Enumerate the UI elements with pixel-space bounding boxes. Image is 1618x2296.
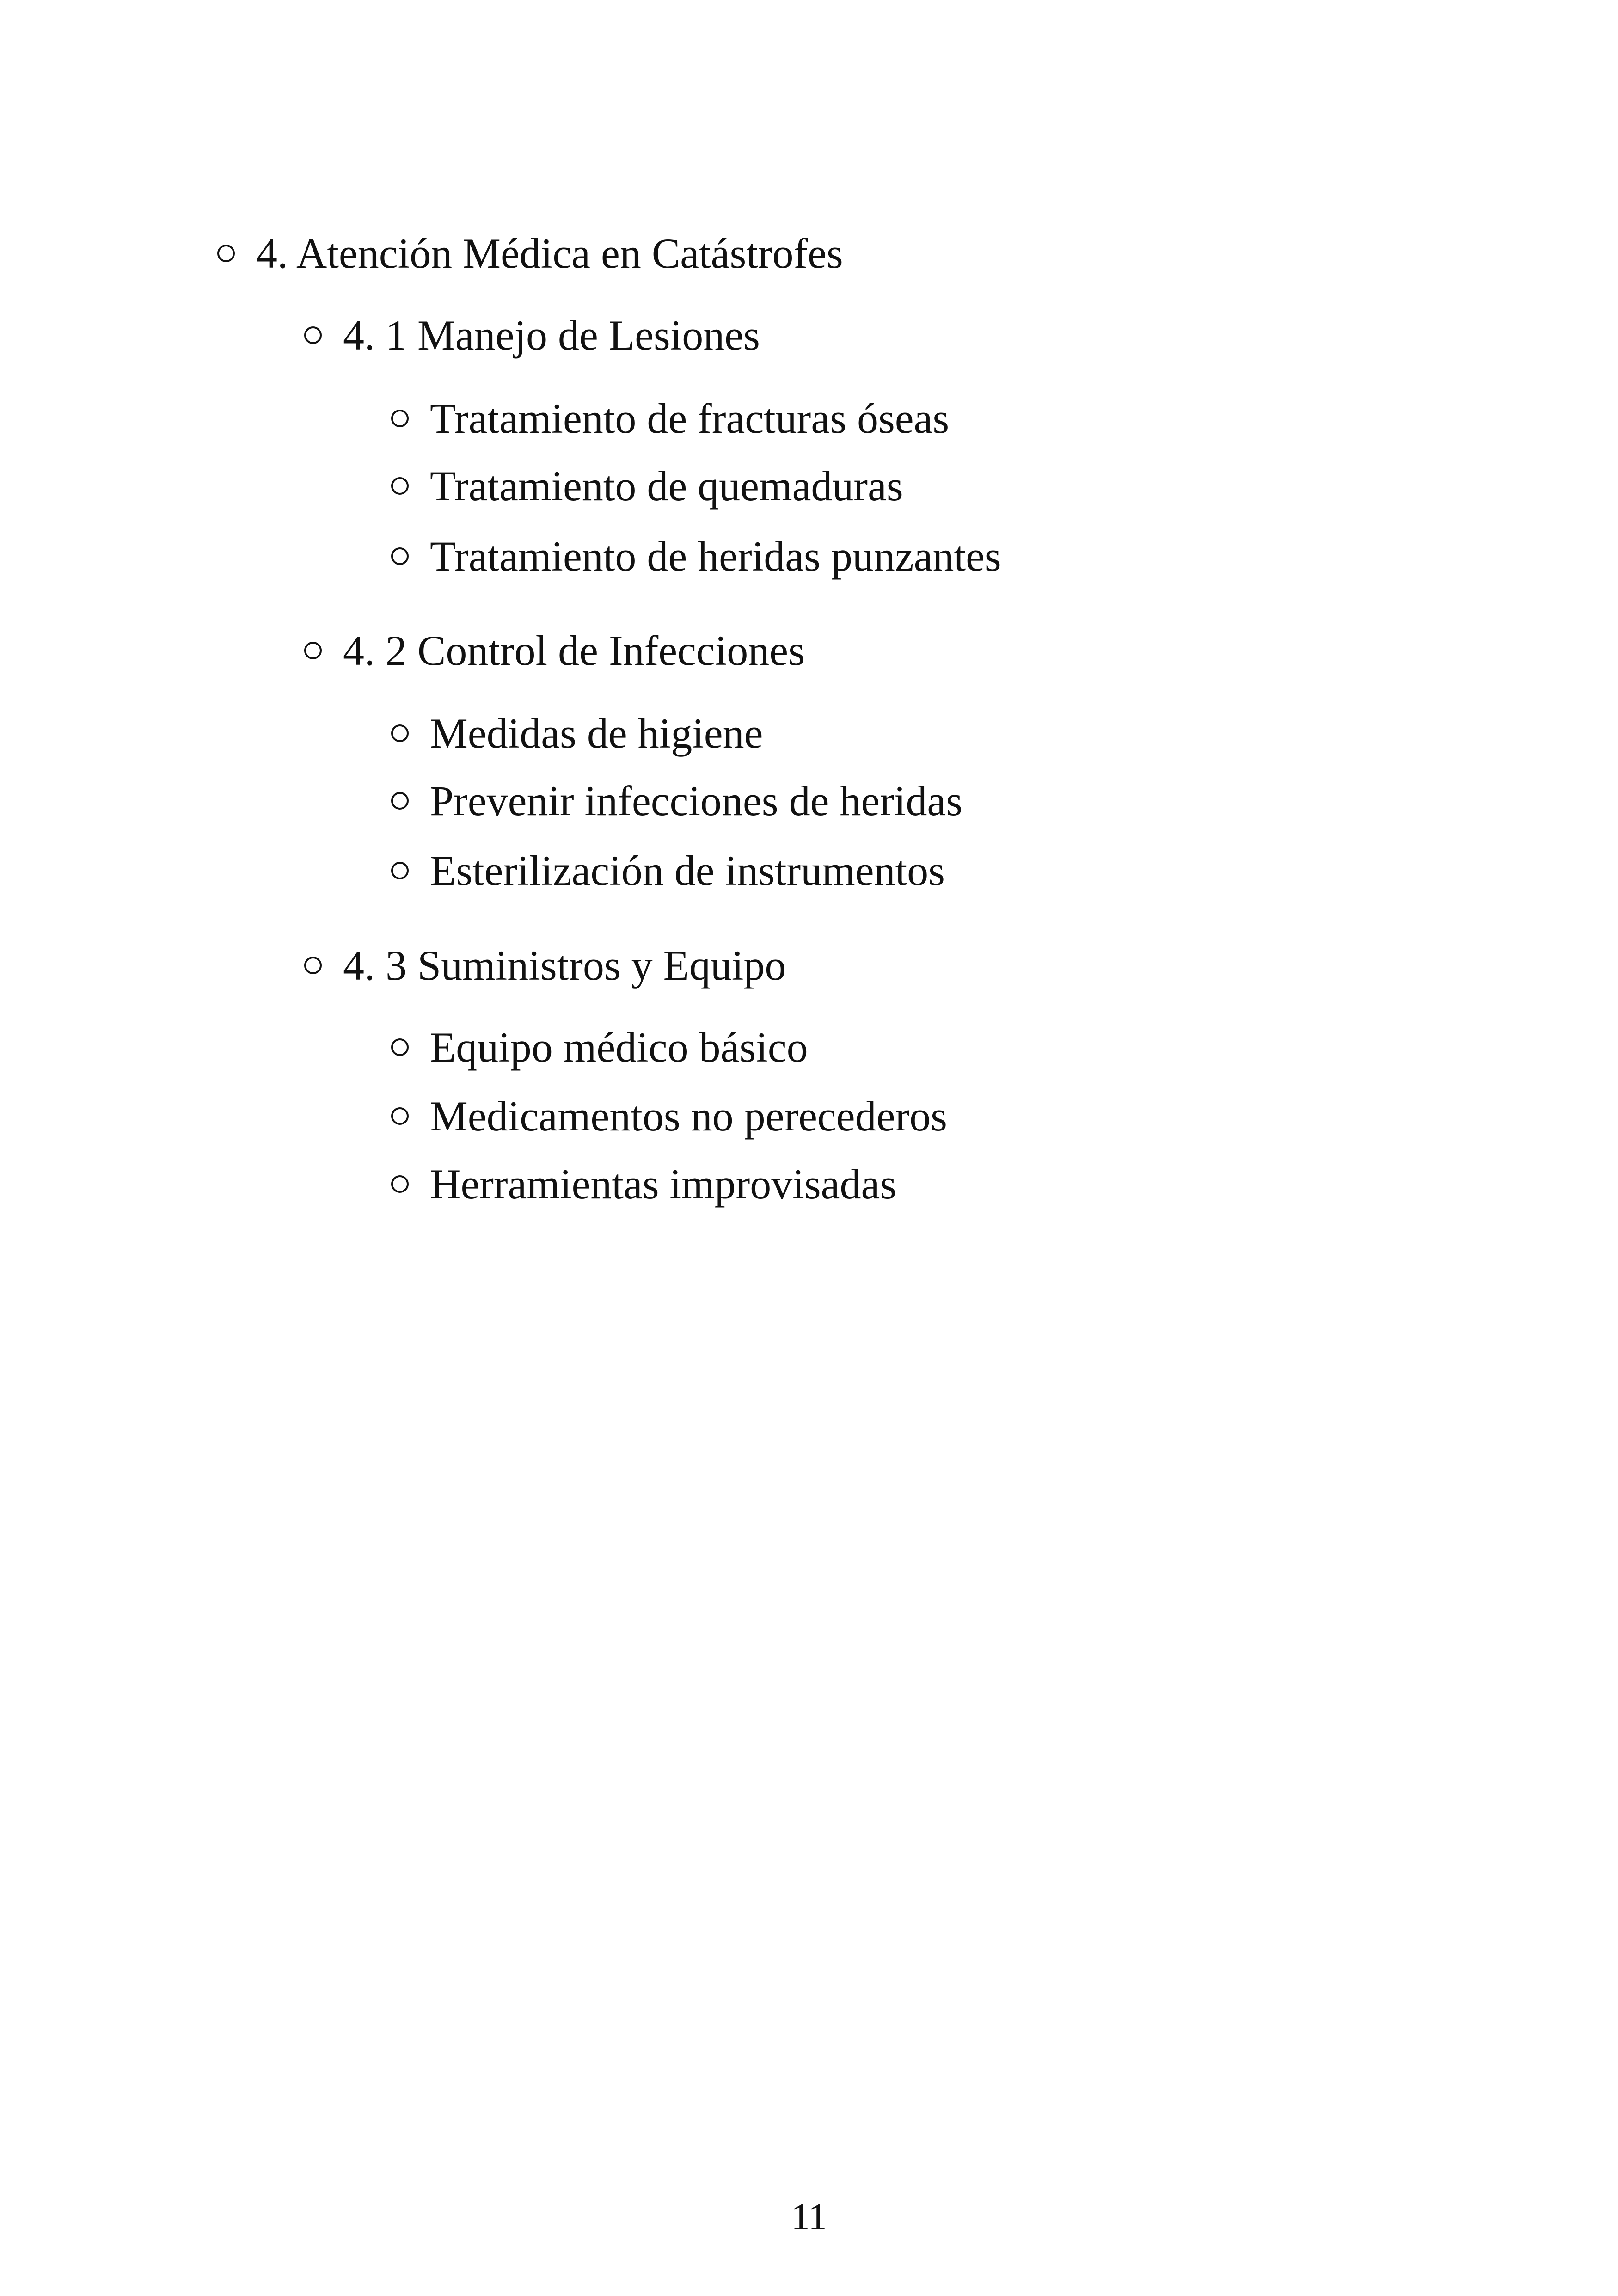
outline-subsection-item — [304, 940, 786, 991]
outline-subsection-item — [304, 625, 805, 676]
hollow-circle-bullet-icon — [391, 410, 409, 427]
hollow-circle-bullet-icon — [391, 1175, 409, 1193]
outline-list-item — [391, 1022, 808, 1073]
section-label: 4. Atención Médica en Catástrofes — [256, 230, 843, 277]
hollow-circle-bullet-icon — [391, 547, 409, 565]
hollow-circle-bullet-icon — [391, 724, 409, 742]
subsection-label: 4. 2 Control de Infecciones — [343, 627, 805, 674]
list-item-label: Prevenir infecciones de heridas — [430, 777, 963, 824]
subsection-label: 4. 1 Manejo de Lesiones — [343, 312, 760, 359]
list-item-label: Tratamiento de heridas punzantes — [430, 533, 1001, 580]
outline-list-item — [391, 775, 962, 826]
hollow-circle-bullet-icon — [391, 477, 409, 495]
list-item-label: Tratamiento de quemaduras — [430, 462, 903, 510]
hollow-circle-bullet-icon — [391, 792, 409, 810]
outline-list-item — [391, 708, 763, 759]
list-item-label: Tratamiento de fracturas óseas — [430, 395, 950, 442]
outline-list-item — [391, 460, 903, 511]
list-item-label: Herramientas improvisadas — [430, 1160, 897, 1208]
list-item-label: Equipo médico básico — [430, 1024, 808, 1071]
outline-list-item — [391, 393, 949, 444]
list-item-label: Esterilización de instrumentos — [430, 847, 945, 894]
outline-list-item — [391, 531, 1001, 582]
outline-list-item — [391, 845, 945, 896]
hollow-circle-bullet-icon — [217, 245, 235, 262]
hollow-circle-bullet-icon — [304, 642, 322, 659]
hollow-circle-bullet-icon — [391, 1107, 409, 1125]
subsection-label: 4. 3 Suministros y Equipo — [343, 942, 786, 989]
outline-section-item — [217, 228, 843, 279]
outline-list-item — [391, 1159, 896, 1209]
page-number: 11 — [791, 2197, 827, 2237]
outline-subsection-item — [304, 310, 760, 361]
hollow-circle-bullet-icon — [304, 957, 322, 974]
hollow-circle-bullet-icon — [391, 1038, 409, 1056]
list-item-label: Medidas de higiene — [430, 710, 763, 757]
outline-list-item — [391, 1091, 947, 1142]
hollow-circle-bullet-icon — [391, 862, 409, 879]
hollow-circle-bullet-icon — [304, 326, 322, 344]
list-item-label: Medicamentos no perecederos — [430, 1093, 947, 1140]
